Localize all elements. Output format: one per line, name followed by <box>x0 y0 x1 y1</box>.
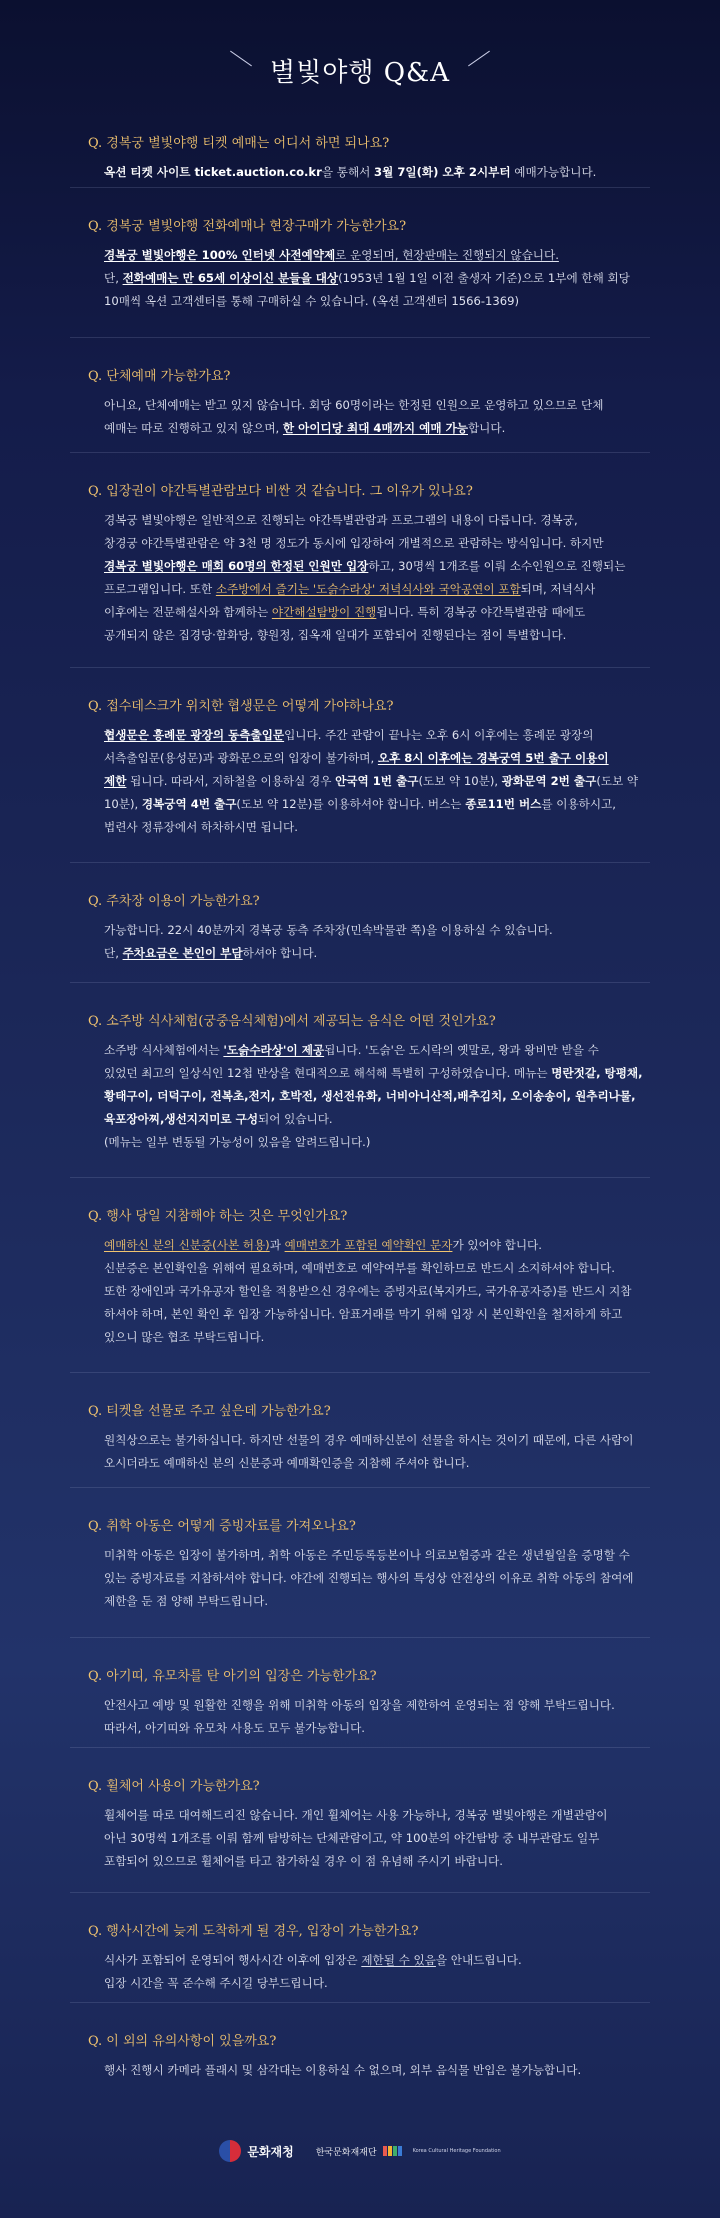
answer-text: 소주방에서 즐기는 '도슭수라상' 저녁식사와 국악공연이 포함 <box>215 582 521 596</box>
answer-text: (도보 약 <box>596 774 639 788</box>
question: Q. 행사 당일 지참해야 하는 것은 무엇인가요? <box>88 1209 348 1224</box>
answer-text: 소주방 식사체험에서는 <box>104 1043 224 1057</box>
answer-text: (메뉴는 일부 변동될 가능성이 있음을 알려드립니다.) <box>104 1135 371 1149</box>
answer-text: 예매번호가 포함된 예약확인 문자 <box>284 1238 453 1252</box>
answer-line <box>104 2059 648 2082</box>
answer-text: 로 운영되며, 현장판매는 진행되지 않습니다. <box>335 248 559 262</box>
answer-line <box>104 1108 648 1131</box>
answer-text: 제한을 둔 점 양해 부탁드립니다. <box>104 1594 269 1608</box>
answer-text: 하고, 30명씩 1개조를 이뤄 소수인원으로 진행되는 <box>368 559 626 573</box>
answer-line <box>104 244 648 267</box>
answer <box>88 1544 648 1613</box>
divider <box>70 452 650 453</box>
answer-line <box>104 601 648 624</box>
answer-text: '도슭수라상'이 제공 <box>223 1043 325 1057</box>
answer-text: 10매씩 옥션 고객센터를 통해 구매하실 수 있습니다. (옥션 고객센터 1566-1369) <box>104 294 520 308</box>
answer-text: 서측출입문(용성문)과 광화문으로의 입장이 불가하며, <box>104 751 378 765</box>
question: Q. 아기띠, 유모차를 탄 아기의 입장은 가능한가요? <box>88 1669 377 1684</box>
answer-text: 주차요금은 본인이 부담 <box>122 946 243 960</box>
answer-text: 신분증은 본인확인을 위해여 필요하며, 예매번호로 예약여부를 확인하므로 반드시 소지하셔야 합니다. <box>104 1261 615 1275</box>
answer-line <box>104 1257 648 1280</box>
chf-logo-en: Korea Cultural Heritage Foundation <box>412 2148 501 2154</box>
answer-text: 되어 있습니다. <box>258 1112 333 1126</box>
answer-text: 창경궁 야간특별관람은 약 3천 명 정도가 동시에 입장하여 개별적으로 관람하는 방식입니다. 하지만 <box>104 536 604 550</box>
answer-text: 로 구성 <box>220 1112 259 1126</box>
question: Q. 주차장 이용이 가능한가요? <box>88 894 260 909</box>
answer-text: 제한 <box>104 774 127 788</box>
answer-text: 경복궁 별빛야행은 100% 인터넷 사전예약제 <box>104 248 336 262</box>
cha-logo-text: 문화재청 <box>247 2144 294 2159</box>
question: Q. 소주방 식사체험(궁중음식체험)에서 제공되는 음식은 어떤 것인가요? <box>88 1014 496 1029</box>
answer-text: 입장 시간을 꼭 준수해 주시길 당부드립니다. <box>104 1976 328 1990</box>
answer-text: 10분), <box>104 797 142 811</box>
answer-text: 단, <box>104 271 123 285</box>
answer-text: 휠체어를 따로 대여해드리진 않습니다. 개인 휠체어는 사용 가능하나, 경복궁 별빛야행은 개별관람이 <box>104 1808 608 1822</box>
question: Q. 이 외의 유의사항이 있을까요? <box>88 2034 277 2049</box>
answer-text: 전화예매는 만 65세 이상이신 분들을 대상 <box>122 271 339 285</box>
answer-line <box>104 578 648 601</box>
answer-line <box>104 509 648 532</box>
answer-text: 원칙상으로는 불가하십니다. 하지만 선물의 경우 예매하신분이 선물을 하시는 것이기 때문에, 다른 사람이 <box>104 1433 634 1447</box>
answer-text: 안국역 1번 출구 <box>335 774 419 788</box>
answer-line <box>104 290 648 313</box>
answer-text: 미취학 아동은 입장이 불가하며, 취학 아동은 주민등록등본이나 의료보험증과 같은 생년월일을 증명할 수 <box>104 1548 630 1562</box>
qa-item <box>88 1400 648 1475</box>
answer-text: 예매하신 분의 신분증(사본 허용) <box>104 1238 270 1252</box>
question: Q. 티켓을 선물로 주고 싶은데 가능한가요? <box>88 1404 331 1419</box>
answer-line <box>104 624 648 647</box>
question: Q. 경복궁 별빛야행 티켓 예매는 어디서 하면 되나요? <box>88 136 390 151</box>
answer-line <box>104 1062 648 1085</box>
qa-item <box>88 132 648 184</box>
answer-text: 3월 7일(화) 오후 2시부터 <box>374 165 511 179</box>
qa-item <box>88 1515 648 1613</box>
divider <box>70 1892 650 1893</box>
answer-text: 육포장아찌,생선지지미 <box>104 1112 221 1126</box>
answer-line <box>104 770 648 793</box>
answer-text: 되며, 저녁식사 <box>520 582 596 596</box>
answer-line <box>104 1827 648 1850</box>
question: Q. 행사시간에 늦게 도착하게 될 경우, 입장이 가능한가요? <box>88 1924 419 1939</box>
qa-item <box>88 215 648 313</box>
qa-item <box>88 695 648 839</box>
answer-line <box>104 1850 648 1873</box>
answer-text: 이후에는 전문해설사와 함께하는 <box>104 605 272 619</box>
answer-text: 을 안내드립니다. <box>435 1953 522 1967</box>
answer-text: 됩니다. 특히 경복궁 야간특별관람 때에도 <box>376 605 586 619</box>
question: Q. 단체예매 가능한가요? <box>88 369 231 384</box>
answer-text: 한 아이디당 최대 4매까지 예매 가능 <box>282 421 468 435</box>
qa-item <box>88 1775 648 1873</box>
qa-item <box>88 480 648 647</box>
answer-text: 가 있어야 합니다. <box>452 1238 542 1252</box>
divider <box>70 2002 650 2003</box>
answer-text: 합니다. <box>467 421 506 435</box>
answer-line <box>104 1717 648 1740</box>
question: Q. 휠체어 사용이 가능한가요? <box>88 1779 260 1794</box>
answer-text: 야간해설탐방이 진행 <box>271 605 377 619</box>
divider <box>70 982 650 983</box>
chf-logo-text: 한국문화재재단 <box>315 2147 377 2158</box>
answer-line <box>104 417 648 440</box>
answer-line <box>104 161 648 184</box>
answer-text: 가능합니다. 22시 40분까지 경복궁 동측 주차장(민속박물관 쪽)을 이용하실 수 있습니다. <box>104 923 553 937</box>
header <box>0 0 720 110</box>
answer-text: 또한 장애인과 국가유공자 할인을 적용받으신 경우에는 증빙자료(복지카드, 국가유공자증)를 반드시 지참 <box>104 1284 632 1298</box>
answer-text: 을 통해서 <box>321 165 375 179</box>
answer <box>88 919 648 965</box>
answer-text: 명란젓갈, 탕평채, <box>551 1066 643 1080</box>
divider <box>70 337 650 338</box>
divider <box>70 1177 650 1178</box>
answer <box>88 1694 648 1740</box>
qa-item <box>88 1920 648 1995</box>
qa-item <box>88 1010 648 1154</box>
answer <box>88 1234 648 1349</box>
answer-text: 경복궁 별빛야행은 매회 60명의 한정된 인원만 입장 <box>104 559 369 573</box>
qa-item <box>88 365 648 440</box>
answer-text: 제한될 수 있음 <box>361 1953 436 1967</box>
answer-line <box>104 1039 648 1062</box>
answer <box>88 1429 648 1475</box>
answer-text: 아닌 30명씩 1개조를 이뤄 함께 탐방하는 단체관람이고, 약 100분의 야간탐방 중 내부관람도 일부 <box>104 1831 600 1845</box>
answer-line <box>104 555 648 578</box>
answer-line <box>104 267 648 290</box>
answer-text: 입니다. 주간 관람이 끝나는 오후 6시 이후에는 흥례문 광장의 <box>284 728 594 742</box>
answer-line <box>104 724 648 747</box>
divider <box>70 1637 650 1638</box>
answer-text: 협생문은 흥례문 광장의 동측출입문 <box>104 728 285 742</box>
answer <box>88 509 648 647</box>
answer-line <box>104 1452 648 1475</box>
answer-text: 경복궁역 4번 출구 <box>141 797 237 811</box>
answer-line <box>104 394 648 417</box>
answer <box>88 1039 648 1154</box>
answer-text: 를 이용하시고, <box>541 797 616 811</box>
answer-line <box>104 1972 648 1995</box>
answer-line <box>104 1804 648 1827</box>
cha-logo <box>219 2140 293 2162</box>
answer-text: 따라서, 아기띠와 유모차 사용도 모두 불가능합니다. <box>104 1721 365 1735</box>
answer <box>88 724 648 839</box>
answer-text: 종로11번 버스 <box>465 797 542 811</box>
answer-text: 법련사 정류장에서 하차하시면 됩니다. <box>104 820 298 834</box>
answer-text: 있었던 최고의 일상식인 12첩 반상을 현대적으로 해석해 특별히 구성하였습니다. 메뉴는 <box>104 1066 552 1080</box>
answer-text: 황태구이, 더덕구이, 전복초,전지, 호박전, 생선전유화, 너비아니산적,배추김치, 오이송송이, 원추리나물, <box>104 1089 636 1103</box>
answer-text: 있으니 많은 협조 부탁드립니다. <box>104 1330 265 1344</box>
qa-item <box>88 2030 648 2082</box>
divider <box>70 862 650 863</box>
answer <box>88 2059 648 2082</box>
answer-text: 옥션 티켓 사이트 ticket.auction.co.kr <box>104 165 322 179</box>
answer-text: 아니요, 단체예매는 받고 있지 않습니다. 회당 60명이라는 한정된 인원으로 운영하고 있으므로 단체 <box>104 398 604 412</box>
answer <box>88 1949 648 1995</box>
question: Q. 경복궁 별빛야행 전화예매나 현장구매가 가능한가요? <box>88 219 407 234</box>
answer-text: 하셔야 하며, 본인 확인 후 입장 가능하십니다. 암표거래를 막기 위해 입장 시 본인확인을 철저하게 하고 <box>104 1307 623 1321</box>
chf-logo <box>316 2144 501 2158</box>
qa-item <box>88 890 648 965</box>
divider <box>70 667 650 668</box>
answer-line <box>104 793 648 816</box>
divider <box>70 1747 650 1748</box>
taegeuk-icon <box>219 2140 241 2162</box>
answer-text: 식사가 포함되어 운영되어 행사시간 이후에 입장은 <box>104 1953 362 1967</box>
divider <box>70 1487 650 1488</box>
qa-item <box>88 1205 648 1349</box>
answer-line <box>104 1280 648 1303</box>
answer-line <box>104 1590 648 1613</box>
answer-text: 프로그램입니다. 또한 <box>104 582 216 596</box>
page-title: 별빛야행 Q&A <box>270 58 450 88</box>
answer-line <box>104 747 648 770</box>
divider <box>70 1372 650 1373</box>
answer-text: 있는 증빙자료를 지참하셔야 합니다. 야간에 진행되는 행사의 특성상 안전상의 이유로 취학 아동의 참여에 <box>104 1571 634 1585</box>
answer-line <box>104 532 648 555</box>
answer-text: 오후 8시 이후에는 경복궁역 5번 출구 이용이 <box>377 751 609 765</box>
answer-line <box>104 1234 648 1257</box>
footer <box>0 2140 720 2166</box>
answer <box>88 161 648 184</box>
answer-line <box>104 1131 648 1154</box>
answer-line <box>104 1326 648 1349</box>
answer-text: 오시더라도 예매하신 분의 신분증과 예매확인증을 지참해 주셔야 합니다. <box>104 1456 470 1470</box>
answer-line <box>104 1429 648 1452</box>
answer-line <box>104 1949 648 1972</box>
answer-text: 하셔야 합니다. <box>242 946 318 960</box>
question: Q. 입장권이 야간특별관람보다 비싼 것 같습니다. 그 이유가 있나요? <box>88 484 473 499</box>
answer-line <box>104 1694 648 1717</box>
answer-text: 됩니다. '도슭'은 도시락의 옛말로, 왕과 왕비만 받을 수 <box>324 1043 599 1057</box>
question: Q. 취학 아동은 어떻게 증빙자료를 가져오나요? <box>88 1519 356 1534</box>
answer <box>88 244 648 313</box>
answer-line <box>104 816 648 839</box>
answer-text: 됩니다. 따라서, 지하철을 이용하실 경우 <box>126 774 336 788</box>
answer-text: 예매는 따로 진행하고 있지 않으며, <box>104 421 283 435</box>
answer-text: 경복궁 별빛야행은 일반적으로 진행되는 야간특별관람과 프로그램의 내용이 다릅니다. 경복궁, <box>104 513 578 527</box>
answer-line <box>104 1567 648 1590</box>
answer-text: 과 <box>269 1238 285 1252</box>
answer-text: 포함되어 있으므로 휠체어를 타고 참가하실 경우 이 점 유념해 주시기 바랍니다. <box>104 1854 503 1868</box>
qa-item <box>88 1665 648 1740</box>
answer-text: 예매가능합니다. <box>510 165 597 179</box>
answer <box>88 1804 648 1873</box>
answer-line <box>104 1544 648 1567</box>
answer-text: 안전사고 예방 및 원활한 진행을 위해 미취학 아동의 입장을 제한하여 운영되는 점 양해 부탁드립니다. <box>104 1698 615 1712</box>
chf-mark-icon <box>383 2144 407 2158</box>
answer-text: 공개되지 않은 집경당·함화당, 향원정, 집옥재 일대가 포함되어 진행된다는 점이 특별합니다. <box>104 628 567 642</box>
answer-text: (도보 약 10분), <box>418 774 502 788</box>
question: Q. 접수데스크가 위치한 협생문은 어떻게 가야하나요? <box>88 699 394 714</box>
answer-text: 단, <box>104 946 123 960</box>
answer <box>88 394 648 440</box>
answer-line <box>104 919 648 942</box>
answer-text: (1953년 1월 1일 이전 출생자 기준)으로 1부에 한해 회당 <box>338 271 630 285</box>
answer-text: 행사 진행시 카메라 플래시 및 삼각대는 이용하실 수 없으며, 외부 음식물 반입은 불가능합니다. <box>104 2063 582 2077</box>
answer-line <box>104 1085 648 1108</box>
answer-text: (도보 약 12분)를 이용하셔야 합니다. 버스는 <box>236 797 466 811</box>
divider <box>70 187 650 188</box>
answer-line <box>104 1303 648 1326</box>
answer-line <box>104 942 648 965</box>
answer-text: 광화문역 2번 출구 <box>501 774 597 788</box>
